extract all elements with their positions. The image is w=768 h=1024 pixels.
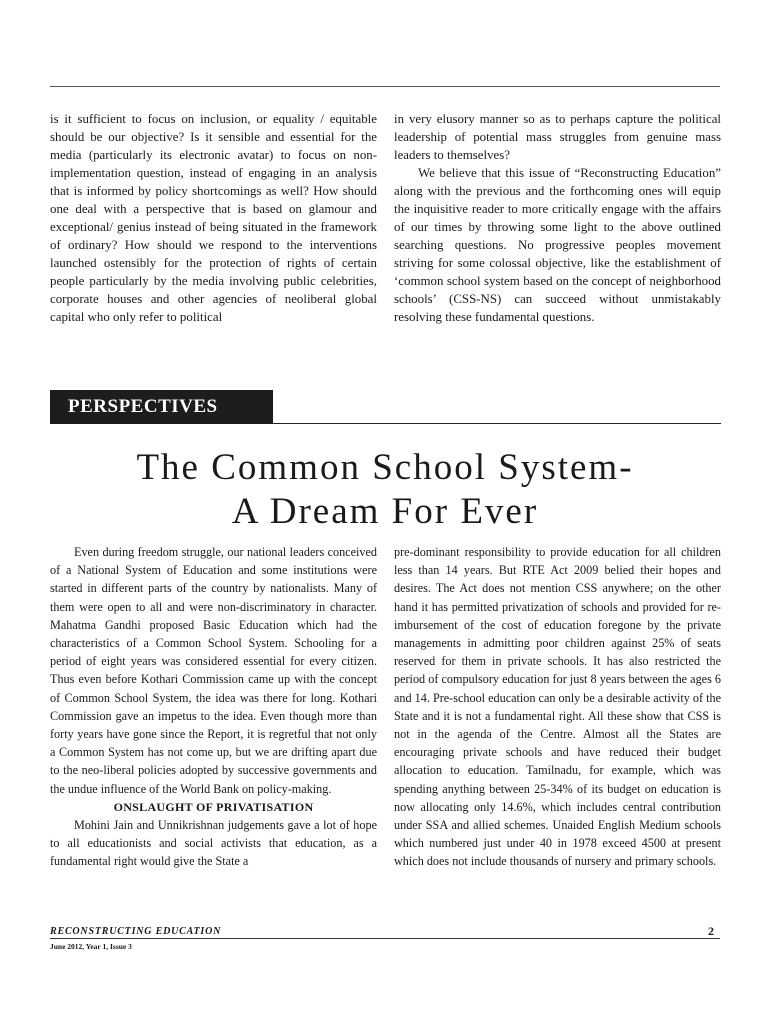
top-divider — [50, 86, 720, 87]
section-banner: PERSPECTIVES — [50, 390, 273, 424]
footer-issue-info: June 2012, Year 1, Issue 3 — [50, 942, 132, 951]
intro-paragraph: in very elusory manner so as to perhaps capture the political leadership of potential mass struggles from genuine mass leaders to themselves? — [394, 112, 721, 162]
article-title-line2: A Dream For Ever — [231, 491, 539, 532]
banner-divider — [273, 423, 721, 424]
footer-divider — [50, 938, 720, 939]
article-subheading: ONSLAUGHT OF PRIVATISATION — [113, 799, 314, 814]
article-paragraph: Mohini Jain and Unnikrishnan judgements gave a lot of hope to all educationists and social activists that education, as a fundamental right would give the State a — [50, 818, 377, 869]
article-paragraph: Even during freedom struggle, our national leaders conceived of a National System of Education and some institutions were started in different parts of the country by nationalists. Many of them were open to all and were non-discriminatory in character. Mahatma Gandhi proposed Basic Education which had the characteristics of a Common School System. Schooling for a period of eight years was considered essential for every citizen. Thus even before Kothari Commission came up with the concept of Common School System, the idea was there for long. Kothari Commission gave an impetus to the idea. Even though more than forty years have gone since the Report, it is regretful that not only a Common System has not come up, but we are drifting apart due to the neo-liberal policies adopted by successive governments and the undue influence of the World Bank on policy-making. — [50, 545, 377, 796]
article-paragraph: pre-dominant responsibility to provide education for all children less than 14 years. But RTE Act 2009 belied their hopes and desires. The Act does not mention CSS anywhere; on the other hand it has permitted privatization of schools and provided for re-imbursement of the cost of education foregone by the private managements in admitting poor children against 25% of seats reserved for them in private schools. It has also restricted the period of compulsory education for just 8 years between the ages 6 and 14. Pre-school education can only be a desirable activity of the State and it is not a fundamental right. All these show that CSS is not in the agenda of the Centre. Almost all the States are encouraging private schools and have reduced their budget allocation to education. Tamilnadu, for example, which was spending anything between 25-34% of its budget on education is now allocating only 14.6%, which includes central contribution under SSA and allied schemes. Unaided English Medium schools which numbered just under 40 in 1978 exceed 4500 at present which does not include thousands of nursery and primary schools. — [394, 545, 721, 869]
article-title-line1: The Common School System- — [136, 447, 634, 488]
footer-journal-title: RECONSTRUCTING EDUCATION — [50, 926, 222, 937]
intro-right-column — [394, 110, 721, 326]
article-left-column — [50, 543, 377, 871]
intro-paragraph: is it sufficient to focus on inclusion, or equality / equitable should be our objective? Is it sensible and essential for the media (particularly its electronic avatar) to focus on non-implementation question, instead of engaging in an analysis that is informed by policy shortcomings as well? How should one deal with a perspective that is based on glamour and exceptional/ genius instead of being situated in the framework of ordinary? How should we respond to the interventions launched ostensibly for the protection of rights of certain people particularly by the media involving public celebrities, corporate houses and other agencies of neoliberal global capital who only refer to political — [50, 112, 377, 324]
intro-paragraph: We believe that this issue of “Reconstructing Education” along with the previous and the forthcoming ones will equip the inquisitive reader to more critically engage with the affairs of our times by throwing some light to the above outlined searching questions. No progressive peoples movement striving for some colossal objective, like the establishment of ‘common school system based on the concept of neighborhood schools’ (CSS-NS) can succeed without unmistakably resolving these fundamental questions. — [394, 166, 721, 324]
intro-left-column — [50, 110, 377, 326]
article-right-column — [394, 543, 721, 871]
page-number: 2 — [708, 924, 714, 938]
article-title — [50, 446, 720, 534]
